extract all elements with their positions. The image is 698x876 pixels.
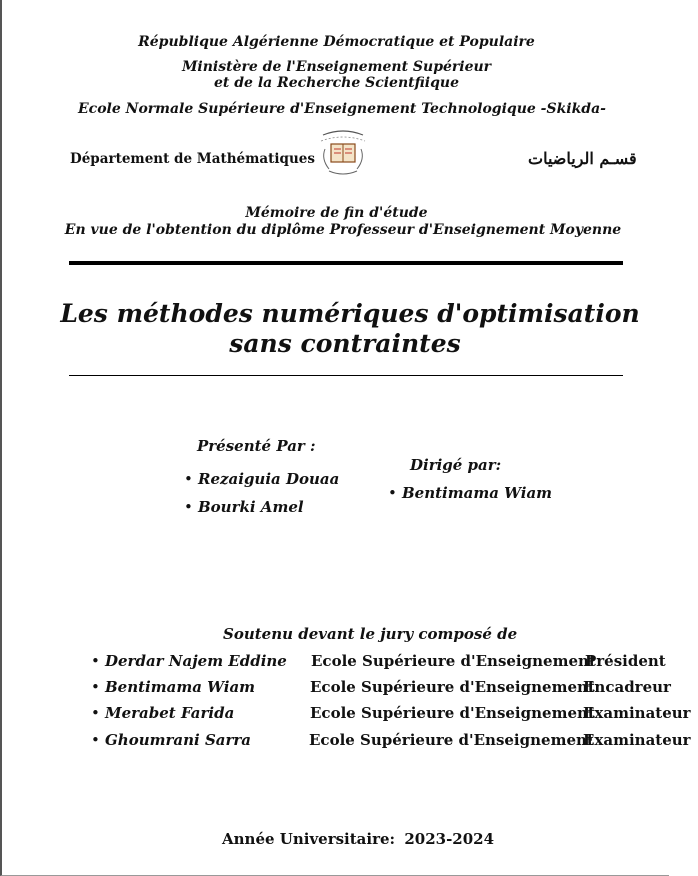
- jury-row: [2, 652, 671, 674]
- student-2: • Bourki Amel: [198, 498, 304, 516]
- jury-institution: Ecole Supérieure d'Enseignement: [309, 731, 594, 749]
- memoire-line-2: En vue de l'obtention du diplôme Professeur d'Enseignement Moyenne: [64, 222, 622, 238]
- thin-divider: [69, 375, 623, 376]
- jury-row: [2, 678, 671, 700]
- directed-label: Dirigé par:: [410, 456, 502, 474]
- jury-name: • Derdar Najem Eddine: [105, 652, 287, 670]
- jury-label: Soutenu devant le jury composé de: [223, 625, 518, 643]
- student-1: • Rezaiguia Douaa: [198, 470, 339, 488]
- jury-name: • Bentimama Wiam: [105, 678, 255, 696]
- memoire-line-1: Mémoire de fin d'étude: [245, 205, 428, 221]
- jury-role: Examinateur: [583, 704, 691, 722]
- jury-row: [2, 704, 691, 726]
- jury-row: [2, 731, 691, 753]
- department-french: Département de Mathématiques: [70, 151, 315, 167]
- academic-year-label: Année Universitaire:: [222, 830, 396, 848]
- jury-role: Président: [585, 652, 666, 670]
- jury-role: Encadreur: [583, 678, 671, 696]
- jury-name: • Ghoumrani Sarra: [105, 731, 251, 749]
- jury-role: Examinateur: [583, 731, 691, 749]
- department-arabic: قسـم الرياضيات: [528, 149, 637, 168]
- supervisor-1: • Bentimama Wiam: [402, 484, 552, 502]
- jury-name: • Merabet Farida: [105, 704, 234, 722]
- jury-institution: Ecole Supérieure d'Enseignement: [310, 678, 595, 696]
- school-logo-icon: [315, 127, 371, 177]
- school-heading: Ecole Normale Supérieure d'Enseignement Technologique -Skikda-: [78, 101, 606, 117]
- republic-heading: République Algérienne Démocratique et Populaire: [138, 34, 535, 50]
- ministry-line-2: et de la Recherche Scientfiique: [214, 75, 459, 91]
- jury-institution: Ecole Supérieure d'Enseignement: [310, 704, 595, 722]
- presented-label: Présenté Par :: [197, 437, 316, 455]
- thesis-title-line-1: Les méthodes numériques d'optimisation: [60, 299, 640, 328]
- ministry-line-1: Ministère de l'Enseignement Supérieur: [181, 59, 492, 75]
- academic-year-value: 2023-2024: [404, 830, 495, 848]
- thick-divider: [69, 261, 623, 265]
- thesis-title-line-2: sans contraintes: [229, 329, 461, 358]
- jury-institution: Ecole Supérieure d'Enseignement: [311, 652, 596, 670]
- academic-year: [222, 830, 494, 848]
